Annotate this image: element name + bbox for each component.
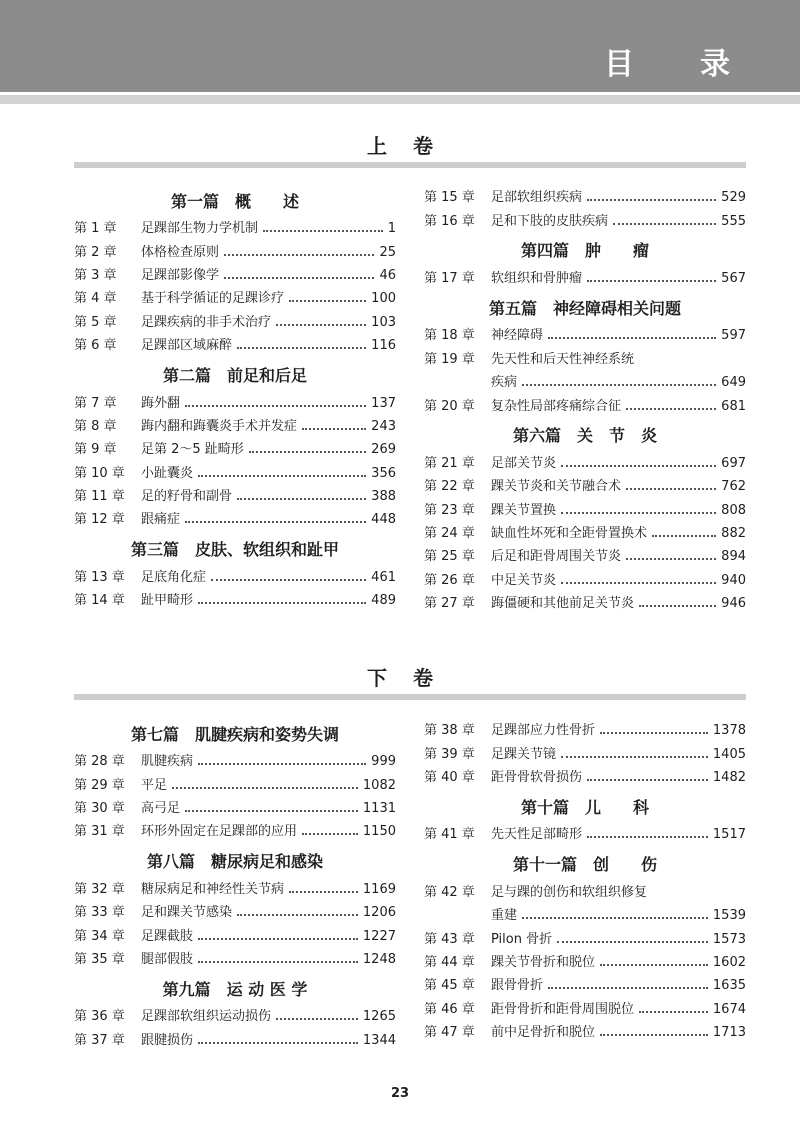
chapter-number: 第 18 章 bbox=[424, 328, 475, 344]
toc-entry[interactable] bbox=[74, 1005, 396, 1028]
dot-leader bbox=[172, 776, 358, 789]
chapter-number: 第 26 章 bbox=[424, 572, 475, 588]
dot-leader bbox=[237, 336, 366, 349]
chapter-title: 足踝部应力性骨折 bbox=[491, 723, 596, 739]
chapter-number: 第 47 章 bbox=[424, 1025, 475, 1041]
chapter-number: 第 21 章 bbox=[424, 455, 475, 471]
dot-leader bbox=[263, 219, 383, 232]
chapter-number: 第 11 章 bbox=[74, 489, 125, 505]
page-ref: 1082 bbox=[362, 777, 396, 793]
dot-leader bbox=[561, 501, 716, 514]
chapter-title: 缺血性坏死和全距骨置换术 bbox=[491, 526, 648, 542]
page-ref: 356 bbox=[371, 465, 396, 481]
toc-entry[interactable] bbox=[74, 334, 396, 357]
chapter-title: 足踝关节镜 bbox=[491, 746, 557, 762]
chapter-title: 糖尿病足和神经性关节病 bbox=[141, 881, 285, 897]
page-ref: 1482 bbox=[712, 769, 746, 785]
toc-entry[interactable] bbox=[424, 742, 746, 765]
chapter-title: 平足 bbox=[141, 777, 168, 793]
chapter-title: 踇外翻 bbox=[141, 395, 181, 411]
toc-entry[interactable] bbox=[424, 324, 746, 347]
toc-entry[interactable] bbox=[74, 287, 396, 310]
dot-leader bbox=[276, 1007, 358, 1020]
chapter-number: 第 42 章 bbox=[424, 884, 475, 900]
toc-entry[interactable] bbox=[424, 267, 746, 290]
chapter-number: 第 4 章 bbox=[74, 291, 117, 307]
part-heading: 第九篇 运 动 医 学 bbox=[162, 979, 308, 999]
toc-entry[interactable] bbox=[74, 797, 396, 820]
chapter-title: 前中足骨折和脱位 bbox=[491, 1025, 596, 1041]
chapter-title: 足和踝关节感染 bbox=[141, 905, 233, 921]
chapter-title: 肌腱疾病 bbox=[141, 754, 194, 770]
page-ref: 1150 bbox=[362, 824, 396, 840]
chapter-title: 足踝截肢 bbox=[141, 928, 194, 944]
dot-leader bbox=[224, 266, 374, 279]
page-ref: 243 bbox=[371, 418, 396, 434]
toc-entry[interactable] bbox=[424, 951, 746, 974]
chapter-number: 第 34 章 bbox=[74, 928, 125, 944]
page-ref: 1573 bbox=[712, 931, 746, 947]
chapter-title: Pilon 骨折 bbox=[491, 931, 553, 947]
dot-leader bbox=[600, 953, 708, 966]
page-ref: 1169 bbox=[362, 881, 396, 897]
chapter-number: 第 10 章 bbox=[74, 465, 125, 481]
dot-leader bbox=[561, 745, 708, 758]
volume-title-lower: 下卷 bbox=[367, 666, 459, 690]
toc-entry[interactable] bbox=[74, 750, 396, 773]
chapter-number: 第 44 章 bbox=[424, 954, 475, 970]
dot-leader bbox=[639, 594, 716, 607]
chapter-title: 足第 2～5 趾畸形 bbox=[141, 442, 244, 458]
chapter-number: 第 8 章 bbox=[74, 418, 117, 434]
toc-entry[interactable] bbox=[74, 240, 396, 263]
chapter-title: 高弓足 bbox=[141, 800, 181, 816]
toc-entry[interactable] bbox=[74, 415, 396, 438]
chapter-title: 足部软组织疾病 bbox=[491, 190, 583, 206]
page-title: 目 录 bbox=[604, 47, 748, 82]
chapter-title: 先天性和后天性神经系统 bbox=[491, 351, 635, 367]
page-ref: 649 bbox=[721, 375, 746, 391]
chapter-number: 第 41 章 bbox=[424, 827, 475, 843]
part-heading: 第十篇 儿 科 bbox=[520, 797, 649, 817]
dot-leader bbox=[198, 752, 366, 765]
toc-column-lower-right bbox=[424, 719, 746, 1044]
dot-leader bbox=[185, 799, 358, 812]
chapter-title: 体格检查原则 bbox=[141, 244, 220, 260]
dot-leader bbox=[587, 825, 708, 838]
page-ref: 388 bbox=[371, 489, 396, 505]
chapter-number: 第 43 章 bbox=[424, 931, 475, 947]
chapter-number: 第 3 章 bbox=[74, 267, 117, 283]
chapter-title: 踝关节炎和关节融合术 bbox=[491, 479, 622, 495]
chapter-number: 第 45 章 bbox=[424, 978, 475, 994]
chapter-number: 第 23 章 bbox=[424, 502, 475, 518]
part-heading: 第三篇 皮肤、软组织和趾甲 bbox=[130, 540, 339, 560]
toc-entry[interactable] bbox=[424, 881, 746, 904]
page-ref: 999 bbox=[371, 754, 396, 770]
dot-leader bbox=[557, 930, 708, 943]
toc-entry[interactable] bbox=[424, 1021, 746, 1044]
dot-leader bbox=[561, 454, 716, 467]
dot-leader bbox=[211, 568, 366, 581]
dot-leader bbox=[548, 326, 716, 339]
toc-entry[interactable] bbox=[74, 485, 396, 508]
chapter-title: 足踝部影像学 bbox=[141, 267, 220, 283]
chapter-title: 足踝部软组织运动损伤 bbox=[141, 1009, 272, 1025]
chapter-number: 第 19 章 bbox=[424, 351, 475, 367]
toc-column-upper-right bbox=[424, 186, 746, 615]
toc-entry-continuation[interactable] bbox=[424, 371, 746, 394]
chapter-title: 足的籽骨和副骨 bbox=[141, 489, 233, 505]
toc-column-upper-left bbox=[74, 183, 396, 612]
page-ref: 940 bbox=[721, 572, 746, 588]
toc-entry[interactable] bbox=[424, 545, 746, 568]
page-ref: 1 bbox=[387, 221, 396, 237]
chapter-title: 复杂性局部疼痛综合征 bbox=[491, 398, 622, 414]
page-ref: 1517 bbox=[712, 827, 746, 843]
volume-divider-upper bbox=[74, 162, 746, 168]
page-ref: 1206 bbox=[362, 905, 396, 921]
toc-entry[interactable] bbox=[74, 264, 396, 287]
chapter-title-continued: 疾病 bbox=[491, 375, 518, 391]
chapter-title: 跟骨骨折 bbox=[491, 978, 544, 994]
chapter-title: 足与踝的创伤和软组织修复 bbox=[491, 884, 648, 900]
chapter-number: 第 30 章 bbox=[74, 800, 125, 816]
page-ref: 1131 bbox=[362, 800, 396, 816]
toc-entry[interactable] bbox=[424, 452, 746, 475]
toc-entry[interactable] bbox=[74, 589, 396, 612]
header-stripe bbox=[0, 95, 800, 104]
toc-entry[interactable] bbox=[424, 766, 746, 789]
toc-entry[interactable] bbox=[74, 462, 396, 485]
dot-leader bbox=[289, 289, 366, 302]
part-heading: 第十一篇 创 伤 bbox=[512, 855, 657, 875]
page-ref: 567 bbox=[721, 270, 746, 286]
part-heading: 第五篇 神经障碍相关问题 bbox=[488, 298, 681, 318]
chapter-number: 第 35 章 bbox=[74, 951, 125, 967]
chapter-title: 软组织和骨肿瘤 bbox=[491, 270, 583, 286]
part-heading: 第四篇 肿 瘤 bbox=[520, 241, 649, 261]
dot-leader bbox=[237, 903, 358, 916]
page-ref: 46 bbox=[379, 267, 396, 283]
chapter-title: 跟痛症 bbox=[141, 512, 181, 528]
chapter-title: 足和下肢的皮肤疾病 bbox=[491, 213, 609, 229]
dot-leader bbox=[613, 212, 716, 225]
toc-entry[interactable] bbox=[74, 820, 396, 843]
chapter-number: 第 1 章 bbox=[74, 221, 117, 237]
chapter-title: 距骨骨折和距骨周围脱位 bbox=[491, 1001, 635, 1017]
chapter-number: 第 37 章 bbox=[74, 1032, 125, 1048]
chapter-number: 第 32 章 bbox=[74, 881, 125, 897]
chapter-number: 第 27 章 bbox=[424, 596, 475, 612]
chapter-title: 先天性足部畸形 bbox=[491, 827, 583, 843]
dot-leader bbox=[185, 510, 366, 523]
chapter-title: 踇僵硬和其他前足关节炎 bbox=[491, 596, 635, 612]
part-heading: 第八篇 糖尿病足和感染 bbox=[146, 852, 323, 872]
page-ref: 1713 bbox=[712, 1025, 746, 1041]
chapter-number: 第 17 章 bbox=[424, 270, 475, 286]
page-ref: 1265 bbox=[362, 1009, 396, 1025]
page-ref: 1635 bbox=[712, 978, 746, 994]
dot-leader bbox=[639, 1000, 708, 1013]
dot-leader bbox=[302, 417, 366, 430]
dot-leader bbox=[237, 487, 366, 500]
dot-leader bbox=[249, 440, 366, 453]
chapter-number: 第 31 章 bbox=[74, 824, 125, 840]
page-ref: 25 bbox=[379, 244, 396, 260]
chapter-title: 小趾囊炎 bbox=[141, 465, 194, 481]
chapter-title: 踇内翻和踇囊炎手术并发症 bbox=[141, 418, 298, 434]
page-ref: 137 bbox=[371, 395, 396, 411]
page-ref: 448 bbox=[371, 512, 396, 528]
chapter-number: 第 20 章 bbox=[424, 398, 475, 414]
page-ref: 762 bbox=[721, 479, 746, 495]
page-ref: 1248 bbox=[362, 951, 396, 967]
dot-leader bbox=[587, 188, 716, 201]
page-number: 23 bbox=[390, 1086, 410, 1101]
part-heading: 第二篇 前足和后足 bbox=[162, 365, 307, 385]
chapter-title: 跟腱损伤 bbox=[141, 1032, 194, 1048]
dot-leader bbox=[652, 524, 716, 537]
chapter-number: 第 9 章 bbox=[74, 442, 117, 458]
chapter-title: 足踝疾病的非手术治疗 bbox=[141, 314, 272, 330]
page-ref: 1539 bbox=[712, 908, 746, 924]
dot-leader bbox=[198, 927, 358, 940]
chapter-number: 第 33 章 bbox=[74, 905, 125, 921]
chapter-number: 第 29 章 bbox=[74, 777, 125, 793]
toc-entry[interactable] bbox=[424, 927, 746, 950]
chapter-title: 足踝部生物力学机制 bbox=[141, 221, 259, 237]
chapter-title: 踝关节骨折和脱位 bbox=[491, 954, 596, 970]
part-heading: 第一篇 概 述 bbox=[170, 191, 299, 211]
chapter-title: 足踝部区域麻醉 bbox=[141, 338, 233, 354]
toc-entry[interactable] bbox=[424, 348, 746, 371]
toc-entry[interactable] bbox=[424, 209, 746, 232]
dot-leader bbox=[561, 571, 716, 584]
toc-entry[interactable] bbox=[424, 974, 746, 997]
toc-entry[interactable] bbox=[424, 186, 746, 209]
part-heading: 第六篇 关 节 炎 bbox=[512, 426, 657, 446]
page-ref: 529 bbox=[721, 190, 746, 206]
toc-entry[interactable] bbox=[424, 569, 746, 592]
dot-leader bbox=[198, 464, 366, 477]
toc-entry[interactable] bbox=[424, 719, 746, 742]
toc-entry[interactable] bbox=[74, 878, 396, 901]
page-ref: 555 bbox=[721, 213, 746, 229]
dot-leader bbox=[185, 394, 366, 407]
chapter-title: 距骨骨软骨损伤 bbox=[491, 769, 583, 785]
toc-entry[interactable] bbox=[74, 438, 396, 461]
page-ref: 882 bbox=[721, 526, 746, 542]
toc-entry[interactable] bbox=[74, 566, 396, 589]
chapter-title-continued: 重建 bbox=[491, 908, 518, 924]
dot-leader bbox=[224, 243, 374, 256]
chapter-title: 基于科学循证的足踝诊疗 bbox=[141, 291, 285, 307]
chapter-number: 第 14 章 bbox=[74, 593, 125, 609]
page-ref: 489 bbox=[371, 593, 396, 609]
page-ref: 103 bbox=[371, 314, 396, 330]
dot-leader bbox=[522, 373, 716, 386]
toc-column-lower-left bbox=[74, 716, 396, 1052]
chapter-number: 第 12 章 bbox=[74, 512, 125, 528]
chapter-number: 第 46 章 bbox=[424, 1001, 475, 1017]
chapter-number: 第 28 章 bbox=[74, 754, 125, 770]
chapter-title: 足部关节炎 bbox=[491, 455, 557, 471]
chapter-number: 第 24 章 bbox=[424, 526, 475, 542]
chapter-number: 第 38 章 bbox=[424, 723, 475, 739]
dot-leader bbox=[600, 1023, 708, 1036]
page-ref: 894 bbox=[721, 549, 746, 565]
dot-leader bbox=[626, 397, 716, 410]
page-ref: 269 bbox=[371, 442, 396, 458]
toc-entry[interactable] bbox=[424, 499, 746, 522]
page-ref: 946 bbox=[721, 596, 746, 612]
toc-entry[interactable] bbox=[424, 998, 746, 1021]
dot-leader bbox=[198, 591, 366, 604]
dot-leader bbox=[626, 547, 716, 560]
dot-leader bbox=[198, 950, 358, 963]
toc-entry[interactable] bbox=[424, 823, 746, 846]
chapter-number: 第 5 章 bbox=[74, 314, 117, 330]
dot-leader bbox=[289, 880, 358, 893]
chapter-number: 第 16 章 bbox=[424, 213, 475, 229]
toc-entry[interactable] bbox=[74, 311, 396, 334]
toc-entry-continuation[interactable] bbox=[424, 904, 746, 927]
toc-entry[interactable] bbox=[74, 901, 396, 924]
dot-leader bbox=[522, 906, 708, 919]
toc-entry[interactable] bbox=[424, 394, 746, 417]
chapter-number: 第 7 章 bbox=[74, 395, 117, 411]
page-ref: 1378 bbox=[712, 723, 746, 739]
page-ref: 597 bbox=[721, 328, 746, 344]
dot-leader bbox=[587, 269, 716, 282]
page-ref: 1405 bbox=[712, 746, 746, 762]
page-ref: 697 bbox=[721, 455, 746, 471]
chapter-title: 踝关节置换 bbox=[491, 502, 557, 518]
toc-entry[interactable] bbox=[74, 773, 396, 796]
chapter-number: 第 13 章 bbox=[74, 569, 125, 585]
chapter-number: 第 6 章 bbox=[74, 338, 117, 354]
chapter-title: 足底角化症 bbox=[141, 569, 207, 585]
page-ref: 1344 bbox=[362, 1032, 396, 1048]
dot-leader bbox=[276, 313, 366, 326]
dot-leader bbox=[626, 477, 716, 490]
dot-leader bbox=[600, 721, 708, 734]
chapter-number: 第 25 章 bbox=[424, 549, 475, 565]
page-ref: 100 bbox=[371, 291, 396, 307]
toc-entry[interactable] bbox=[74, 1029, 396, 1052]
chapter-title: 趾甲畸形 bbox=[141, 593, 194, 609]
toc-entry[interactable] bbox=[74, 948, 396, 971]
chapter-number: 第 2 章 bbox=[74, 244, 117, 260]
dot-leader bbox=[302, 822, 358, 835]
toc-entry[interactable] bbox=[74, 508, 396, 531]
page-ref: 1602 bbox=[712, 954, 746, 970]
chapter-number: 第 22 章 bbox=[424, 479, 475, 495]
page-ref: 1674 bbox=[712, 1001, 746, 1017]
dot-leader bbox=[548, 976, 708, 989]
volume-title-upper: 上卷 bbox=[367, 134, 459, 158]
chapter-number: 第 40 章 bbox=[424, 769, 475, 785]
toc-entry[interactable] bbox=[74, 924, 396, 947]
chapter-title: 中足关节炎 bbox=[491, 572, 557, 588]
dot-leader bbox=[587, 768, 708, 781]
chapter-title: 环形外固定在足踝部的应用 bbox=[141, 824, 298, 840]
toc-entry[interactable] bbox=[424, 592, 746, 615]
toc-entry[interactable] bbox=[424, 522, 746, 545]
volume-divider-lower bbox=[74, 694, 746, 700]
dot-leader bbox=[198, 1031, 358, 1044]
chapter-title: 腿部假肢 bbox=[141, 951, 194, 967]
part-heading: 第七篇 肌腱疾病和姿势失调 bbox=[130, 724, 339, 744]
chapter-number: 第 15 章 bbox=[424, 190, 475, 206]
page-ref: 116 bbox=[371, 338, 396, 354]
chapter-number: 第 36 章 bbox=[74, 1009, 125, 1025]
toc-entry[interactable] bbox=[74, 391, 396, 414]
chapter-title: 后足和距骨周围关节炎 bbox=[491, 549, 622, 565]
page-ref: 681 bbox=[721, 398, 746, 414]
chapter-title: 神经障碍 bbox=[491, 328, 544, 344]
page-ref: 1227 bbox=[362, 928, 396, 944]
page-ref: 461 bbox=[371, 569, 396, 585]
toc-entry[interactable] bbox=[74, 217, 396, 240]
page-ref: 808 bbox=[721, 502, 746, 518]
toc-entry[interactable] bbox=[424, 475, 746, 498]
chapter-number: 第 39 章 bbox=[424, 746, 475, 762]
